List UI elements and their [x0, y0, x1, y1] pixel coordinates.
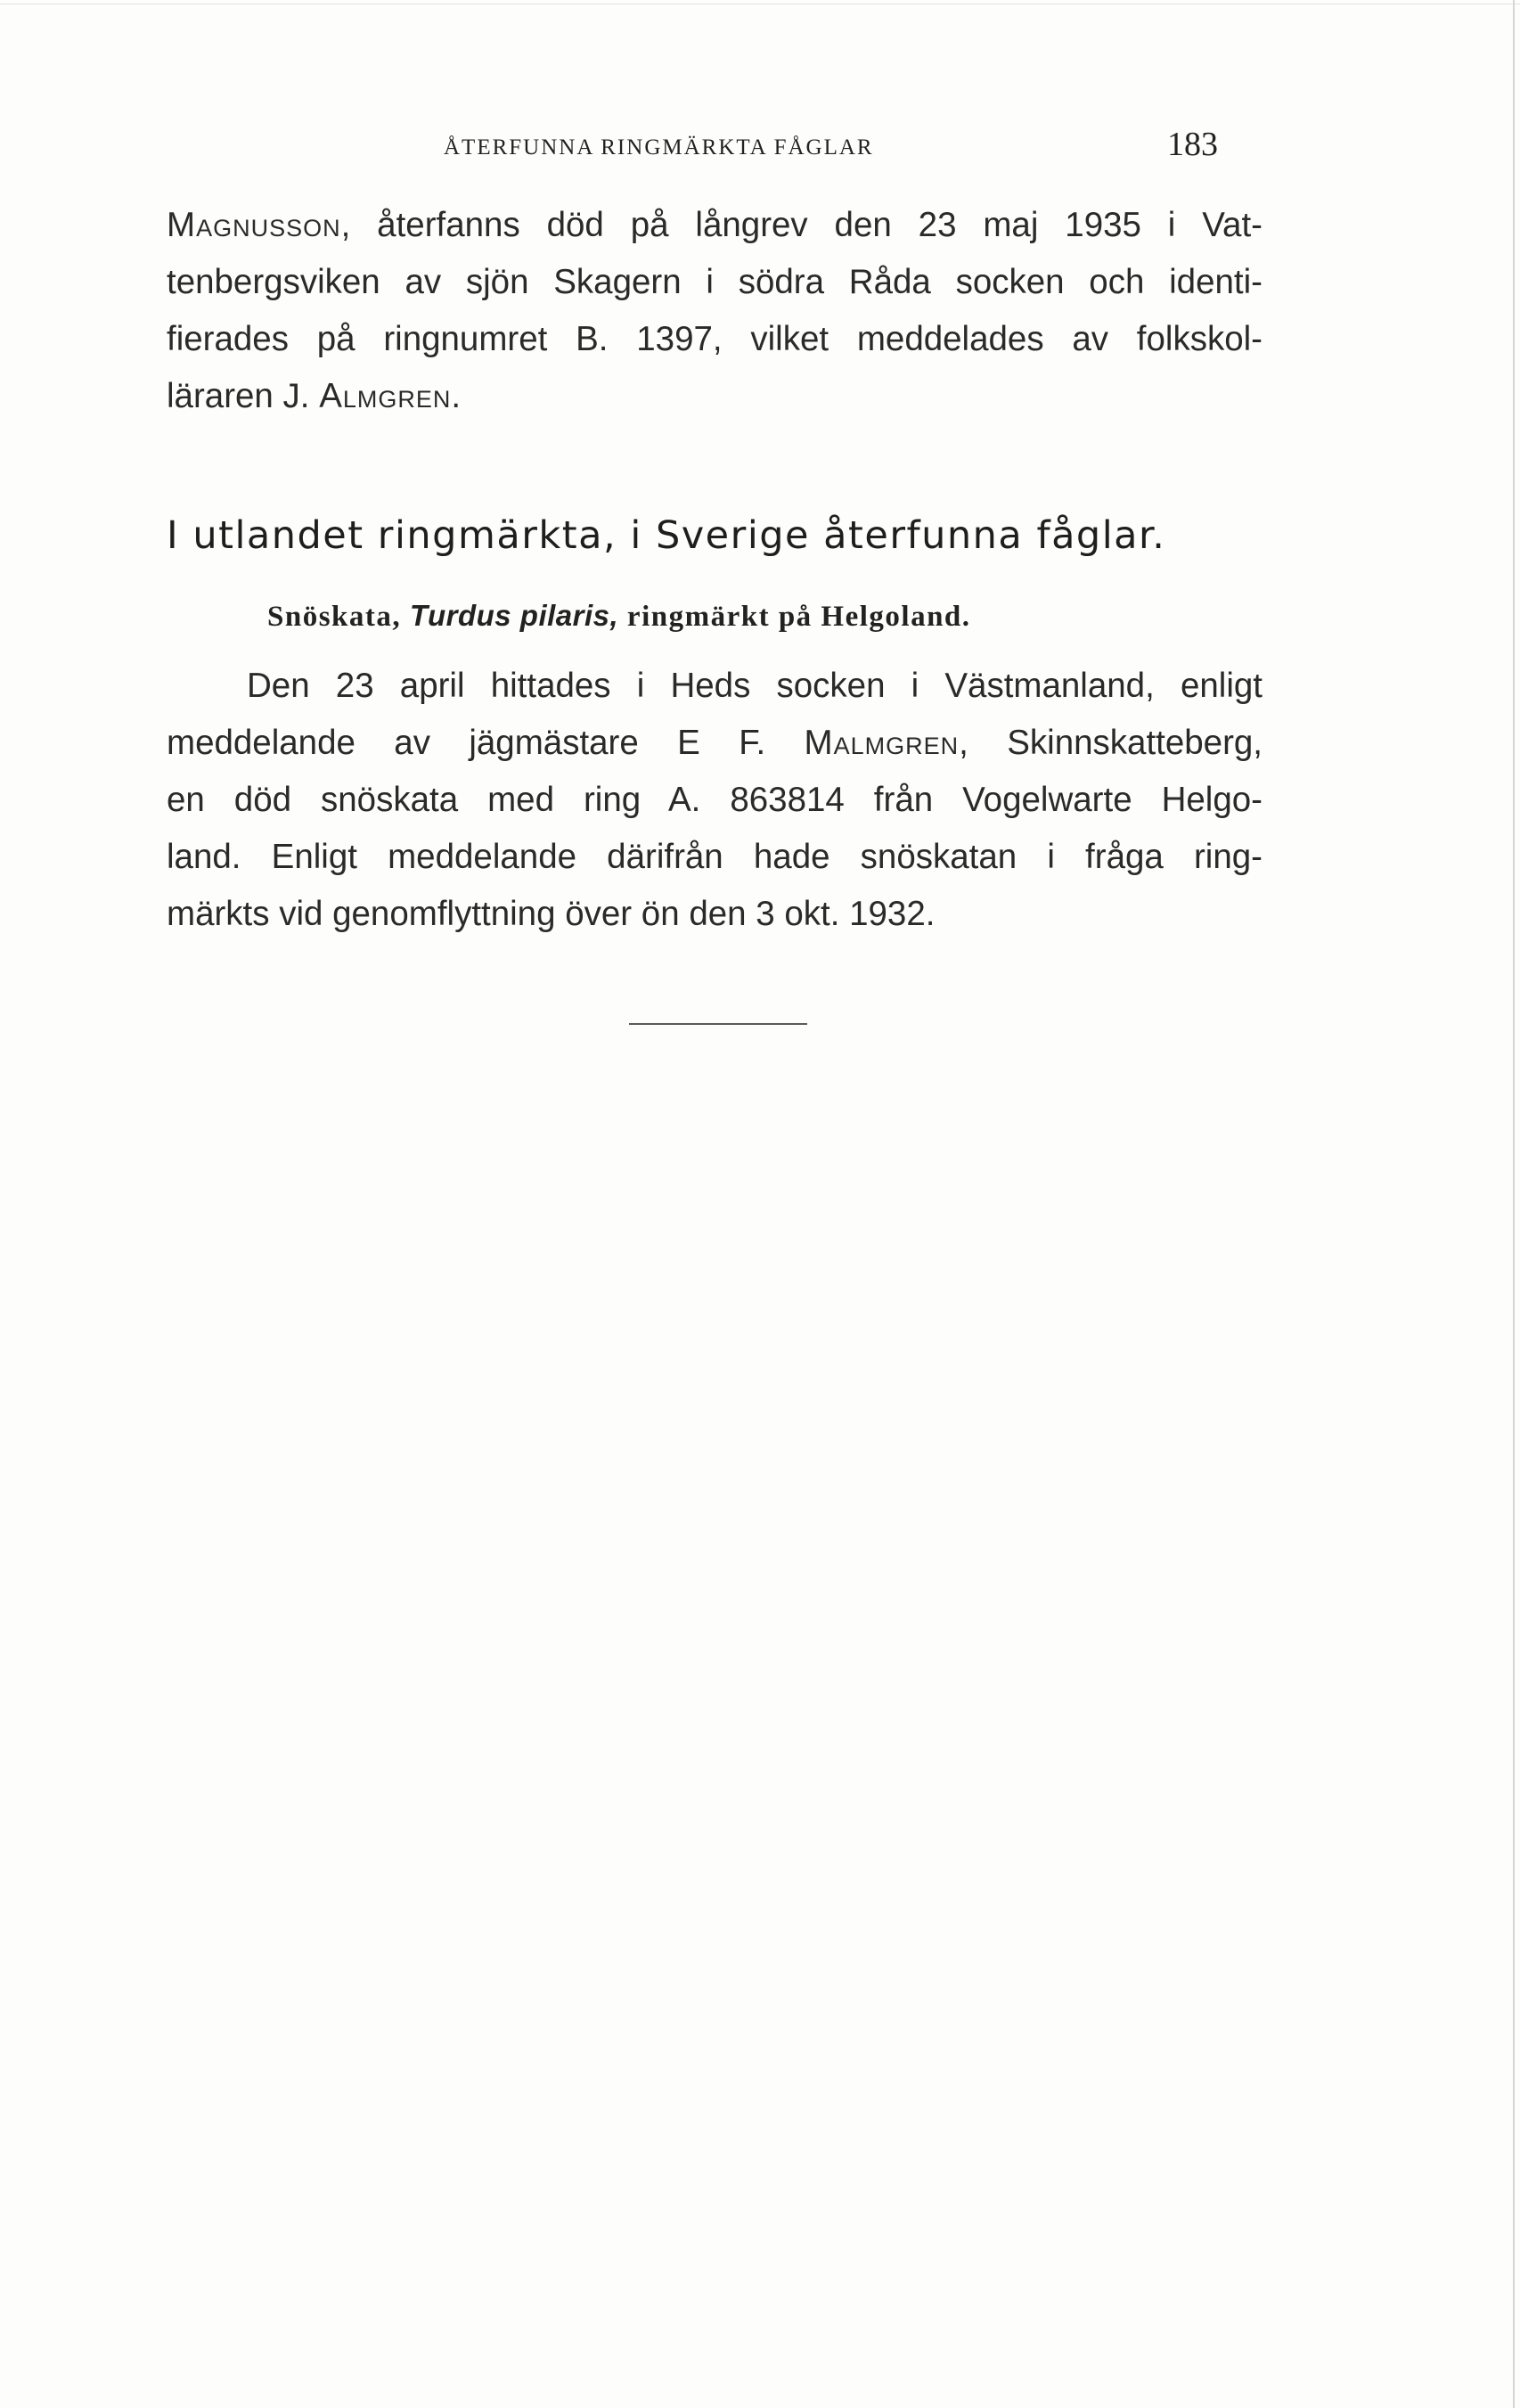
end-rule-divider — [629, 1023, 807, 1025]
paragraph-snoskata — [167, 658, 1263, 943]
author-name: Magnusson — [167, 206, 341, 244]
section-heading: I utlandet ringmärkta, i Sverige återfunna fåglar. — [167, 513, 1166, 558]
species-latin-name: Turdus pilaris, — [409, 599, 619, 632]
text-span: läraren J. — [167, 377, 320, 415]
text-span: . — [451, 377, 462, 415]
paragraph-line: fierades på ringnumret B. 1397, vilket meddelades av folkskol- — [167, 320, 1263, 358]
species-common-name: Snöskata, — [267, 601, 410, 633]
paragraph-line: tenbergsviken av sjön Skagern i södra Råda socken och identi- — [167, 263, 1263, 301]
text-span: meddelande av jägmästare E F. — [167, 724, 805, 762]
running-head: ÅTERFUNNA RINGMÄRKTA FÅGLAR — [444, 135, 874, 160]
paragraph-line — [167, 715, 1263, 772]
species-ringing-place: ringmärkt på Helgoland. — [618, 601, 971, 633]
paragraph-line: Den 23 april hittades i Heds socken i Västmanland, enligt — [247, 667, 1263, 705]
text-span: , Skinnskatteberg, — [959, 724, 1263, 762]
paragraph-line — [167, 197, 1263, 254]
paragraph-line: en död snöskata med ring A. 863814 från Vogelwarte Helgo- — [167, 781, 1263, 819]
author-name: Malmgren — [804, 724, 960, 762]
paragraph-line: märkts vid genomflyttning över ön den 3 okt. 1932. — [167, 895, 936, 933]
species-subheading — [267, 599, 1167, 634]
paragraph-line: land. Enligt meddelande därifrån hade snöskatan i fråga ring- — [167, 838, 1263, 876]
paragraph-magnusson — [167, 197, 1263, 425]
page-right-edge — [1513, 0, 1515, 2408]
paragraph-line — [167, 368, 1263, 425]
author-name: Almgren — [319, 377, 452, 415]
page-number: 183 — [1167, 126, 1218, 163]
text-span: , återfanns död på långrev den 23 maj 1935 i Vat- — [340, 206, 1263, 244]
